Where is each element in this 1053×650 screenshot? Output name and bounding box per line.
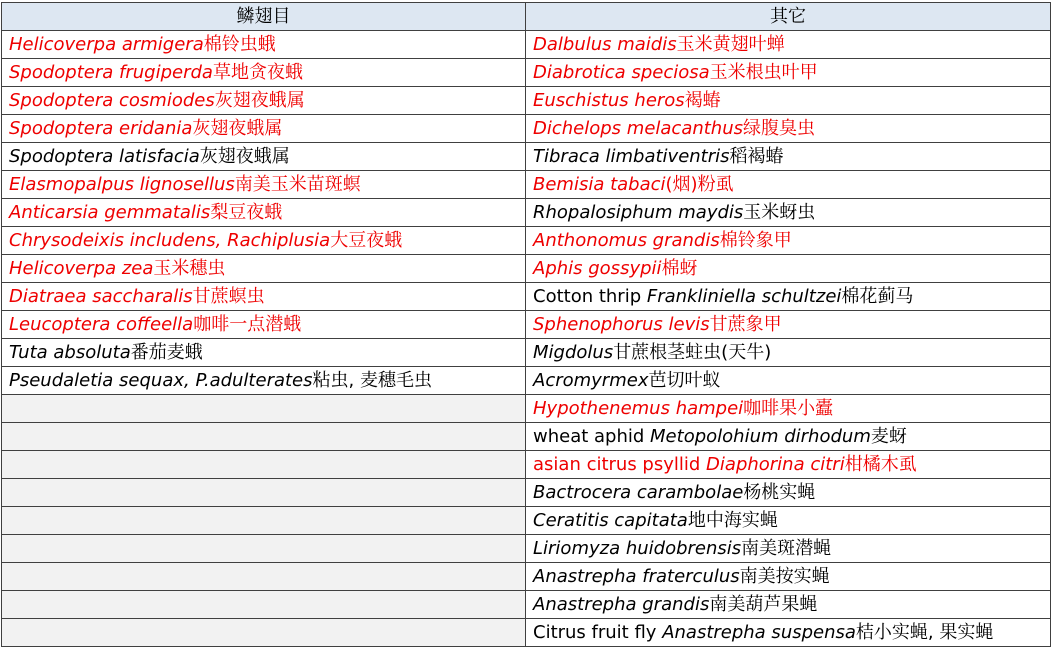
chinese-name: 咖啡果小蠹 [743, 398, 834, 419]
scientific-name: Euschistus heros [533, 90, 685, 111]
scientific-name: Elasmopalpus lignosellus [9, 174, 235, 195]
chinese-name: 甘蔗象甲 [709, 314, 782, 335]
table-row [2, 311, 1051, 339]
table-row [2, 143, 1051, 171]
cell-lepidoptera [2, 591, 526, 619]
scientific-name: Metopolohium dirhodum [650, 426, 871, 447]
cell-lepidoptera [2, 423, 526, 451]
cell-other [526, 199, 1051, 227]
chinese-name: 玉米穗虫 [153, 258, 226, 279]
common-name: wheat aphid [533, 426, 651, 447]
cell-lepidoptera [2, 199, 526, 227]
table-row [2, 395, 1051, 423]
cell-lepidoptera [2, 87, 526, 115]
table-row [2, 227, 1051, 255]
cell-lepidoptera [2, 395, 526, 423]
chinese-name: 棉铃象甲 [719, 230, 792, 251]
chinese-name: 杨桃实蝇 [743, 482, 816, 503]
scientific-name: Dalbulus maidis [533, 34, 677, 55]
cell-other [526, 311, 1051, 339]
table-row [2, 255, 1051, 283]
table-row [2, 535, 1051, 563]
cell-other [526, 423, 1051, 451]
cell-other [526, 283, 1051, 311]
cell-other [526, 171, 1051, 199]
table-row [2, 563, 1051, 591]
table-row [2, 199, 1051, 227]
chinese-name: 芭切叶蚁 [648, 370, 721, 391]
scientific-name: Bactrocera carambolae [533, 482, 744, 503]
chinese-name: 绿腹臭虫 [743, 118, 816, 139]
cell-lepidoptera [2, 255, 526, 283]
scientific-name: Sphenophorus levis [533, 314, 710, 335]
scientific-name: Spodoptera eridania [9, 118, 193, 139]
cell-lepidoptera [2, 115, 526, 143]
scientific-name: Hypothenemus hampei [533, 398, 744, 419]
scientific-name: Spodoptera frugiperda [9, 62, 213, 83]
header-other: 其它 [526, 3, 1051, 31]
scientific-name: Pseudaletia sequax, P.adulterates [9, 370, 313, 391]
scientific-name: Helicoverpa zea [9, 258, 154, 279]
scientific-name: Leucoptera coffeella [9, 314, 194, 335]
cell-other [526, 395, 1051, 423]
chinese-name: 稻褐蝽 [729, 146, 784, 167]
table-row [2, 591, 1051, 619]
chinese-name: 甘蔗螟虫 [192, 286, 265, 307]
scientific-name: Helicoverpa armigera [9, 34, 204, 55]
chinese-name: 柑橘木虱 [844, 454, 917, 475]
cell-lepidoptera [2, 479, 526, 507]
chinese-name: 地中海实蝇 [687, 510, 778, 531]
cell-lepidoptera [2, 283, 526, 311]
table-row [2, 171, 1051, 199]
table-row [2, 339, 1051, 367]
scientific-name: Acromyrmex [533, 370, 649, 391]
table-body [2, 31, 1051, 647]
chinese-name: 麦蚜 [870, 426, 907, 447]
chinese-name: 南美葫芦果蝇 [709, 594, 818, 615]
cell-lepidoptera [2, 451, 526, 479]
cell-lepidoptera [2, 507, 526, 535]
cell-lepidoptera [2, 339, 526, 367]
table-row [2, 619, 1051, 647]
scientific-name: Tibraca limbativentris [533, 146, 730, 167]
cell-other [526, 563, 1051, 591]
scientific-name: Anastrepha suspensa [662, 622, 856, 643]
scientific-name: Chrysodeixis includens, Rachiplusia [9, 230, 331, 251]
scientific-name: Aphis gossypii [533, 258, 662, 279]
common-name: Cotton thrip [533, 286, 647, 307]
cell-lepidoptera [2, 535, 526, 563]
cell-other [526, 227, 1051, 255]
cell-other [526, 479, 1051, 507]
cell-other [526, 367, 1051, 395]
chinese-name: (烟)粉虱 [665, 174, 734, 195]
scientific-name: Diabrotica speciosa [533, 62, 710, 83]
cell-other [526, 31, 1051, 59]
table-row [2, 59, 1051, 87]
chinese-name: 南美斑潜蝇 [741, 538, 832, 559]
cell-lepidoptera [2, 367, 526, 395]
scientific-name: Anastrepha fraterculus [533, 566, 740, 587]
table-row [2, 507, 1051, 535]
cell-lepidoptera [2, 143, 526, 171]
scientific-name: Spodoptera latisfacia [9, 146, 200, 167]
scientific-name: Anastrepha grandis [533, 594, 710, 615]
cell-other [526, 451, 1051, 479]
table-row [2, 423, 1051, 451]
chinese-name: 玉米根虫叶甲 [709, 62, 818, 83]
cell-other [526, 507, 1051, 535]
cell-lepidoptera [2, 171, 526, 199]
cell-other [526, 87, 1051, 115]
cell-other [526, 535, 1051, 563]
cell-lepidoptera [2, 227, 526, 255]
chinese-name: 大豆夜蛾 [330, 230, 403, 251]
cell-other [526, 255, 1051, 283]
common-name: asian citrus psyllid [533, 454, 707, 475]
chinese-name: 灰翅夜蛾属 [199, 146, 290, 167]
chinese-name: 草地贪夜蛾 [212, 62, 303, 83]
scientific-name: Spodoptera cosmiodes [9, 90, 215, 111]
table-row [2, 87, 1051, 115]
cell-lepidoptera [2, 31, 526, 59]
scientific-name: Ceratitis capitata [533, 510, 688, 531]
cell-other [526, 619, 1051, 647]
scientific-name: Tuta absoluta [9, 342, 131, 363]
chinese-name: 棉花蓟马 [841, 286, 914, 307]
scientific-name: Diaphorina citri [706, 454, 845, 475]
cell-lepidoptera [2, 311, 526, 339]
header-row [2, 3, 1051, 31]
pest-table [1, 2, 1051, 647]
scientific-name: Liriomyza huidobrensis [533, 538, 742, 559]
chinese-name: 棉铃虫蛾 [203, 34, 276, 55]
chinese-name: 灰翅夜蛾属 [214, 90, 305, 111]
common-name: Citrus fruit fly [533, 622, 663, 643]
cell-other [526, 143, 1051, 171]
chinese-name: 甘蔗根茎蛀虫(天牛) [613, 342, 772, 363]
table-row [2, 479, 1051, 507]
chinese-name: 南美按实蝇 [739, 566, 830, 587]
scientific-name: Bemisia tabaci [533, 174, 666, 195]
table-row [2, 367, 1051, 395]
cell-other [526, 115, 1051, 143]
scientific-name: Anthonomus grandis [533, 230, 720, 251]
table-row [2, 283, 1051, 311]
scientific-name: Rhopalosiphum maydis [533, 202, 744, 223]
header-lepidoptera: 鳞翅目 [2, 3, 526, 31]
chinese-name: 玉米黄翅叶蝉 [676, 34, 785, 55]
chinese-name: 粘虫, 麦穗毛虫 [312, 370, 432, 391]
cell-other [526, 59, 1051, 87]
chinese-name: 灰翅夜蛾属 [192, 118, 283, 139]
cell-lepidoptera [2, 563, 526, 591]
scientific-name: Diatraea saccharalis [9, 286, 193, 307]
scientific-name: Anticarsia gemmatalis [9, 202, 211, 223]
chinese-name: 梨豆夜蛾 [210, 202, 283, 223]
chinese-name: 南美玉米苗斑螟 [234, 174, 361, 195]
table-row [2, 451, 1051, 479]
scientific-name: Migdolus [533, 342, 614, 363]
chinese-name: 棉蚜 [661, 258, 698, 279]
scientific-name: Dichelops melacanthus [533, 118, 744, 139]
cell-lepidoptera [2, 59, 526, 87]
chinese-name: 褐蝽 [684, 90, 721, 111]
chinese-name: 番茄麦蛾 [130, 342, 203, 363]
cell-other [526, 339, 1051, 367]
scientific-name: Frankliniella schultzei [646, 286, 842, 307]
chinese-name: 咖啡一点潜蛾 [193, 314, 302, 335]
chinese-name: 玉米蚜虫 [743, 202, 816, 223]
table-row [2, 31, 1051, 59]
cell-other [526, 591, 1051, 619]
table-row [2, 115, 1051, 143]
chinese-name: 桔小实蝇, 果实蝇 [855, 622, 994, 643]
cell-lepidoptera [2, 619, 526, 647]
